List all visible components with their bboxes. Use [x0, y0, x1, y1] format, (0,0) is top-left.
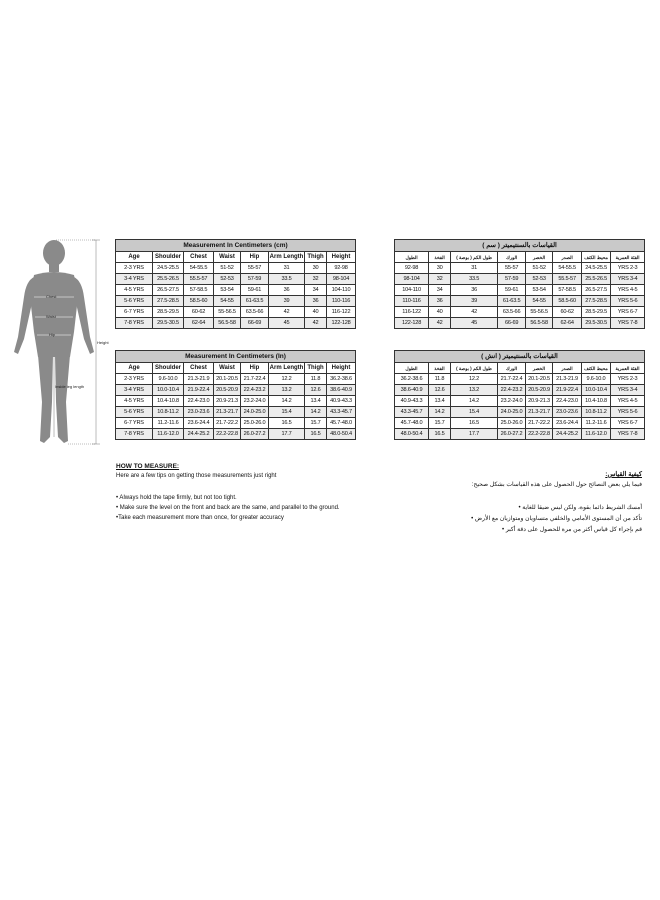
table-cell: 24.5-25.5: [582, 263, 611, 274]
table-cell: 4-5 YRS: [116, 396, 153, 407]
table-cell: 13.2: [451, 385, 498, 396]
table-cell: 10.0-10.4: [153, 385, 184, 396]
table-cell: 17.7: [269, 429, 305, 440]
table-cell: 54-55: [526, 296, 553, 307]
table-row: [116, 263, 356, 274]
table-cell: 27.5-28.5: [153, 296, 184, 307]
table-row: [116, 296, 356, 307]
table-cell: 25.5-26.5: [582, 274, 611, 285]
col-header-height: الطول: [395, 363, 429, 374]
col-header-chest: Chest: [184, 363, 214, 374]
table-cell: 24.5-25.5: [153, 263, 184, 274]
col-header-hip: الورك: [498, 363, 526, 374]
col-header-height: Height: [327, 363, 356, 374]
col-header-waist: الخصر: [526, 252, 553, 263]
table-row: [116, 385, 356, 396]
table-cell: 98-104: [327, 274, 356, 285]
col-header-shoulder: Shoulder: [153, 363, 184, 374]
table-row: [395, 285, 645, 296]
table-title: Measurement In Centimeters (In): [116, 351, 356, 363]
table-title: Measurement In Centimeters (cm): [116, 240, 356, 252]
table-cell: 34: [429, 285, 451, 296]
table-cell: 31: [269, 263, 305, 274]
table-cell: 24.0-25.0: [241, 407, 269, 418]
table-cell: 11.8: [305, 374, 327, 385]
table-cell: 14.2: [305, 407, 327, 418]
table-cell: 53-54: [526, 285, 553, 296]
table-cell: 110-116: [327, 296, 356, 307]
hip-label: Hip: [49, 332, 56, 337]
table-cell: 54-55.5: [184, 263, 214, 274]
table-cell: 2-3 YRS: [611, 374, 645, 385]
table-cell: 55-56.5: [214, 307, 241, 318]
table-cell: 51-52: [214, 263, 241, 274]
table-row: [395, 318, 645, 329]
size-table-in-ar: [394, 350, 645, 440]
table-cell: 22.2-22.8: [214, 429, 241, 440]
col-header-waist: Waist: [214, 252, 241, 263]
table-cell: 21.9-22.4: [184, 385, 214, 396]
table-cell: 39: [451, 296, 498, 307]
table-cell: 33.5: [451, 274, 498, 285]
table-cell: 116-122: [327, 307, 356, 318]
table-cell: 57-58.5: [553, 285, 582, 296]
table-cell: 40: [305, 307, 327, 318]
table-cell: 33.5: [269, 274, 305, 285]
table-cell: 22.4-23.0: [184, 396, 214, 407]
table-cell: 29.5-30.5: [153, 318, 184, 329]
table-cell: 6-7 YRS: [611, 307, 645, 318]
table-row: [395, 396, 645, 407]
table-cell: 56.5-58: [526, 318, 553, 329]
table-cell: 4-5 YRS: [611, 396, 645, 407]
how-to-measure-en: [116, 463, 366, 525]
table-cell: 10.4-10.8: [582, 396, 611, 407]
table-row: [395, 429, 645, 440]
table-cell: 4-5 YRS: [116, 285, 153, 296]
col-header-chest: Chest: [184, 252, 214, 263]
table-cell: 3-4 YRS: [611, 385, 645, 396]
how-to-measure-ar: [392, 470, 642, 537]
table-cell: 39: [269, 296, 305, 307]
table-row: [116, 274, 356, 285]
table-cell: 4-5 YRS: [611, 285, 645, 296]
table-cell: 54-55: [214, 296, 241, 307]
table-cell: 24.4-25.2: [553, 429, 582, 440]
table-row: [395, 307, 645, 318]
table-cell: 22.4-23.2: [241, 385, 269, 396]
table-cell: 20.5-20.9: [214, 385, 241, 396]
col-header-hip: الورك: [498, 252, 526, 263]
how-to-heading: كيفية القياس:: [605, 471, 642, 478]
table-cell: 45: [269, 318, 305, 329]
tips-list: [392, 504, 642, 533]
table-cell: 42: [429, 318, 451, 329]
table-cell: 10.8-11.2: [153, 407, 184, 418]
table-cell: 55-56.5: [526, 307, 553, 318]
table-cell: 26.0-27.2: [498, 429, 526, 440]
col-header-shoulder: Shoulder: [153, 252, 184, 263]
table-cell: 11.2-11.6: [582, 418, 611, 429]
table-cell: 16.5: [429, 429, 451, 440]
table-cell: 5-6 YRS: [611, 296, 645, 307]
tips-list: [116, 495, 366, 521]
table-cell: 13.2: [269, 385, 305, 396]
table-cell: 32: [305, 274, 327, 285]
table-cell: 7-8 YRS: [611, 429, 645, 440]
table-cell: 13.4: [429, 396, 451, 407]
table-title: القياسات بالسنتيميتر ( انش ): [395, 351, 645, 363]
table-cell: 21.7-22.2: [526, 418, 553, 429]
table-cell: 58.5-60: [184, 296, 214, 307]
table-cell: 56.5-58: [214, 318, 241, 329]
table-cell: 26.5-27.5: [153, 285, 184, 296]
table-cell: 36.2-38.6: [327, 374, 356, 385]
table-cell: 42: [305, 318, 327, 329]
table-cell: 11.6-12.0: [153, 429, 184, 440]
table-cell: 40.9-43.3: [327, 396, 356, 407]
table-cell: 52-53: [214, 274, 241, 285]
table-cell: 57-59: [498, 274, 526, 285]
col-header-waist: Waist: [214, 363, 241, 374]
table-cell: 38.6-40.9: [327, 385, 356, 396]
table-cell: 43.3-45.7: [395, 407, 429, 418]
table-row: [116, 285, 356, 296]
table-cell: 16.5: [451, 418, 498, 429]
table-cell: 40: [429, 307, 451, 318]
table-cell: 62-64: [184, 318, 214, 329]
table-cell: 5-6 YRS: [116, 407, 153, 418]
table-cell: 42: [269, 307, 305, 318]
tip-item: أمسك الشريط دائما بقوة، ولكن ليس ضيقا للغاية •: [518, 505, 642, 511]
table-cell: 14.2: [451, 396, 498, 407]
col-header-arm-length: Arm Length: [269, 363, 305, 374]
table-cell: 55.5-57: [553, 274, 582, 285]
table-cell: 16.5: [269, 418, 305, 429]
table-cell: 61-63.5: [498, 296, 526, 307]
table-cell: 34: [305, 285, 327, 296]
table-cell: 15.4: [269, 407, 305, 418]
body-measurement-figure: [4, 237, 112, 452]
col-header-hip: Hip: [241, 363, 269, 374]
table-cell: 23.2-24.0: [241, 396, 269, 407]
table-cell: 54-55.5: [553, 263, 582, 274]
table-cell: 7-8 YRS: [116, 429, 153, 440]
tip-item: • Make sure the level on the front and back are the same, and parallel to the ground.: [116, 505, 340, 511]
table-cell: 23.6-24.4: [553, 418, 582, 429]
col-header-thigh: الفخذ: [429, 363, 451, 374]
table-cell: 17.7: [451, 429, 498, 440]
col-header-chest: الصدر: [553, 363, 582, 374]
table-cell: 21.3-21.7: [526, 407, 553, 418]
table-cell: 11.2-11.6: [153, 418, 184, 429]
table-cell: 12.6: [305, 385, 327, 396]
table-cell: 2-3 YRS: [116, 374, 153, 385]
col-header-shoulder: محيط الكتف: [582, 363, 611, 374]
table-cell: 24.0-25.0: [498, 407, 526, 418]
col-header-age: الفئة العمرية: [611, 363, 645, 374]
table-cell: 62-64: [553, 318, 582, 329]
table-cell: 25.0-26.0: [241, 418, 269, 429]
table-cell: 59-61: [241, 285, 269, 296]
table-cell: 28.5-29.5: [582, 307, 611, 318]
table-cell: 21.7-22.2: [214, 418, 241, 429]
table-cell: 58.5-60: [553, 296, 582, 307]
table-cell: 57-58.5: [184, 285, 214, 296]
table-cell: 3-4 YRS: [116, 274, 153, 285]
table-cell: 5-6 YRS: [116, 296, 153, 307]
table-cell: 21.3-21.9: [184, 374, 214, 385]
table-cell: 52-53: [526, 274, 553, 285]
table-cell: 51-52: [526, 263, 553, 274]
col-header-shoulder: محيط الكتف: [582, 252, 611, 263]
table-row: [395, 374, 645, 385]
col-header-thigh: Thigh: [305, 363, 327, 374]
table-cell: 45.7-48.0: [395, 418, 429, 429]
table-row: [395, 407, 645, 418]
table-cell: 63.5-66: [241, 307, 269, 318]
col-header-height: الطول: [395, 252, 429, 263]
table-cell: 55-57: [498, 263, 526, 274]
table-cell: 12.6: [429, 385, 451, 396]
table-cell: 6-7 YRS: [611, 418, 645, 429]
table-title: القياسات بالسنتيميتر ( سم ): [395, 240, 645, 252]
col-header-thigh: الفخذ: [429, 252, 451, 263]
table-row: [116, 407, 356, 418]
table-cell: 23.0-23.6: [553, 407, 582, 418]
table-cell: 48.0-50.4: [395, 429, 429, 440]
table-cell: 57-59: [241, 274, 269, 285]
table-row: [116, 318, 356, 329]
table-cell: 36.2-38.6: [395, 374, 429, 385]
table-cell: 2-3 YRS: [116, 263, 153, 274]
table-cell: 92-98: [395, 263, 429, 274]
table-cell: 15.4: [451, 407, 498, 418]
col-header-arm-length: طول الكم ( بوصة ): [451, 363, 498, 374]
chest-label: Chest: [46, 294, 57, 299]
table-cell: 2-3 YRS: [611, 263, 645, 274]
col-header-height: Height: [327, 252, 356, 263]
table-cell: 24.4-25.2: [184, 429, 214, 440]
table-cell: 21.3-21.7: [214, 407, 241, 418]
table-cell: 110-116: [395, 296, 429, 307]
table-cell: 43.3-45.7: [327, 407, 356, 418]
table-row: [116, 429, 356, 440]
table-cell: 26.5-27.5: [582, 285, 611, 296]
table-cell: 28.5-29.5: [153, 307, 184, 318]
table-cell: 21.7-22.4: [498, 374, 526, 385]
table-cell: 7-8 YRS: [611, 318, 645, 329]
tip-item: قم بإجراء كل قياس أكثر من مرة للحصول على دقة أكبر •: [502, 527, 642, 533]
table-row: [395, 418, 645, 429]
col-header-waist: الخصر: [526, 363, 553, 374]
table-cell: 59-61: [498, 285, 526, 296]
table-cell: 23.0-23.6: [184, 407, 214, 418]
table-cell: 104-110: [327, 285, 356, 296]
table-cell: 3-4 YRS: [116, 385, 153, 396]
table-cell: 23.6-24.4: [184, 418, 214, 429]
table-cell: 13.4: [305, 396, 327, 407]
col-header-arm-length: Arm Length: [269, 252, 305, 263]
col-header-age: الفئة العمرية: [611, 252, 645, 263]
table-cell: 92-98: [327, 263, 356, 274]
size-table-in-en: [115, 350, 356, 440]
table-cell: 60-62: [184, 307, 214, 318]
table-row: [116, 396, 356, 407]
table-cell: 7-8 YRS: [116, 318, 153, 329]
table-cell: 32: [429, 274, 451, 285]
col-header-arm-length: طول الكم ( بوصة ): [451, 252, 498, 263]
table-cell: 66-69: [241, 318, 269, 329]
table-row: [395, 274, 645, 285]
table-cell: 38.6-40.9: [395, 385, 429, 396]
table-cell: 29.5-30.5: [582, 318, 611, 329]
table-cell: 27.5-28.5: [582, 296, 611, 307]
table-cell: 10.0-10.4: [582, 385, 611, 396]
table-row: [116, 307, 356, 318]
table-cell: 36: [451, 285, 498, 296]
table-cell: 30: [305, 263, 327, 274]
table-cell: 48.0-50.4: [327, 429, 356, 440]
table-cell: 66-69: [498, 318, 526, 329]
table-cell: 55-57: [241, 263, 269, 274]
child-silhouette-icon: [4, 237, 112, 452]
table-row: [116, 418, 356, 429]
table-cell: 12.2: [269, 374, 305, 385]
table-cell: 53-54: [214, 285, 241, 296]
col-header-age: Age: [116, 363, 153, 374]
table-cell: 5-6 YRS: [611, 407, 645, 418]
table-cell: 15.7: [429, 418, 451, 429]
table-cell: 22.2-22.8: [526, 429, 553, 440]
tip-item: •Take each measurement more than once, for greater accuracy: [116, 515, 284, 521]
table-cell: 104-110: [395, 285, 429, 296]
table-row: [395, 385, 645, 396]
table-cell: 60-62: [553, 307, 582, 318]
tip-item: • Always hold the tape firmly, but not too tight.: [116, 495, 237, 501]
table-row: [395, 296, 645, 307]
table-cell: 21.9-22.4: [553, 385, 582, 396]
tip-item: تأكد من أن المستوى الأمامي والخلفي متساويان ومتوازيان مع الأرض •: [471, 516, 642, 522]
how-to-intro: فيما يلي بعض النصائح حول الحصول على هذه القياسات بشكل صحيح:: [471, 482, 642, 488]
how-to-intro: Here are a few tips on getting those measurements just right: [116, 473, 277, 479]
table-cell: 20.1-20.5: [214, 374, 241, 385]
table-cell: 22.4-23.2: [498, 385, 526, 396]
table-cell: 20.9-21.3: [526, 396, 553, 407]
table-cell: 23.2-24.0: [498, 396, 526, 407]
table-cell: 40.9-43.3: [395, 396, 429, 407]
table-cell: 45.7-48.0: [327, 418, 356, 429]
table-cell: 122-128: [395, 318, 429, 329]
table-cell: 31: [451, 263, 498, 274]
table-cell: 11.6-12.0: [582, 429, 611, 440]
table-cell: 20.1-20.5: [526, 374, 553, 385]
col-header-chest: الصدر: [553, 252, 582, 263]
table-cell: 6-7 YRS: [116, 307, 153, 318]
table-cell: 9.6-10.0: [582, 374, 611, 385]
table-cell: 14.2: [429, 407, 451, 418]
table-cell: 25.5-26.5: [153, 274, 184, 285]
table-cell: 30: [429, 263, 451, 274]
table-cell: 16.5: [305, 429, 327, 440]
table-row: [395, 263, 645, 274]
table-cell: 10.8-11.2: [582, 407, 611, 418]
table-cell: 20.9-21.3: [214, 396, 241, 407]
size-table-cm-ar: [394, 239, 645, 329]
size-table-cm-en: [115, 239, 356, 329]
table-cell: 21.7-22.4: [241, 374, 269, 385]
col-header-thigh: Thigh: [305, 252, 327, 263]
table-row: [116, 374, 356, 385]
table-cell: 55.5-57: [184, 274, 214, 285]
table-cell: 25.0-26.0: [498, 418, 526, 429]
table-cell: 15.7: [305, 418, 327, 429]
table-cell: 98-104: [395, 274, 429, 285]
col-header-hip: Hip: [241, 252, 269, 263]
table-cell: 11.8: [429, 374, 451, 385]
how-to-heading: HOW TO MEASURE:: [116, 463, 180, 470]
inside-leg-label: Inside leg length: [55, 384, 85, 389]
table-cell: 21.3-21.9: [553, 374, 582, 385]
col-header-age: Age: [116, 252, 153, 263]
table-cell: 9.6-10.0: [153, 374, 184, 385]
table-cell: 12.2: [451, 374, 498, 385]
table-cell: 122-128: [327, 318, 356, 329]
table-cell: 116-122: [395, 307, 429, 318]
table-cell: 45: [451, 318, 498, 329]
table-cell: 3-4 YRS: [611, 274, 645, 285]
table-cell: 6-7 YRS: [116, 418, 153, 429]
table-cell: 36: [269, 285, 305, 296]
table-cell: 20.5-20.9: [526, 385, 553, 396]
table-cell: 36: [305, 296, 327, 307]
table-cell: 36: [429, 296, 451, 307]
table-cell: 42: [451, 307, 498, 318]
table-cell: 14.2: [269, 396, 305, 407]
table-cell: 10.4-10.8: [153, 396, 184, 407]
height-label: Height: [97, 340, 109, 345]
table-cell: 22.4-23.0: [553, 396, 582, 407]
table-cell: 61-63.5: [241, 296, 269, 307]
waist-label: Waist: [46, 314, 56, 319]
table-cell: 26.0-27.2: [241, 429, 269, 440]
table-cell: 63.5-66: [498, 307, 526, 318]
